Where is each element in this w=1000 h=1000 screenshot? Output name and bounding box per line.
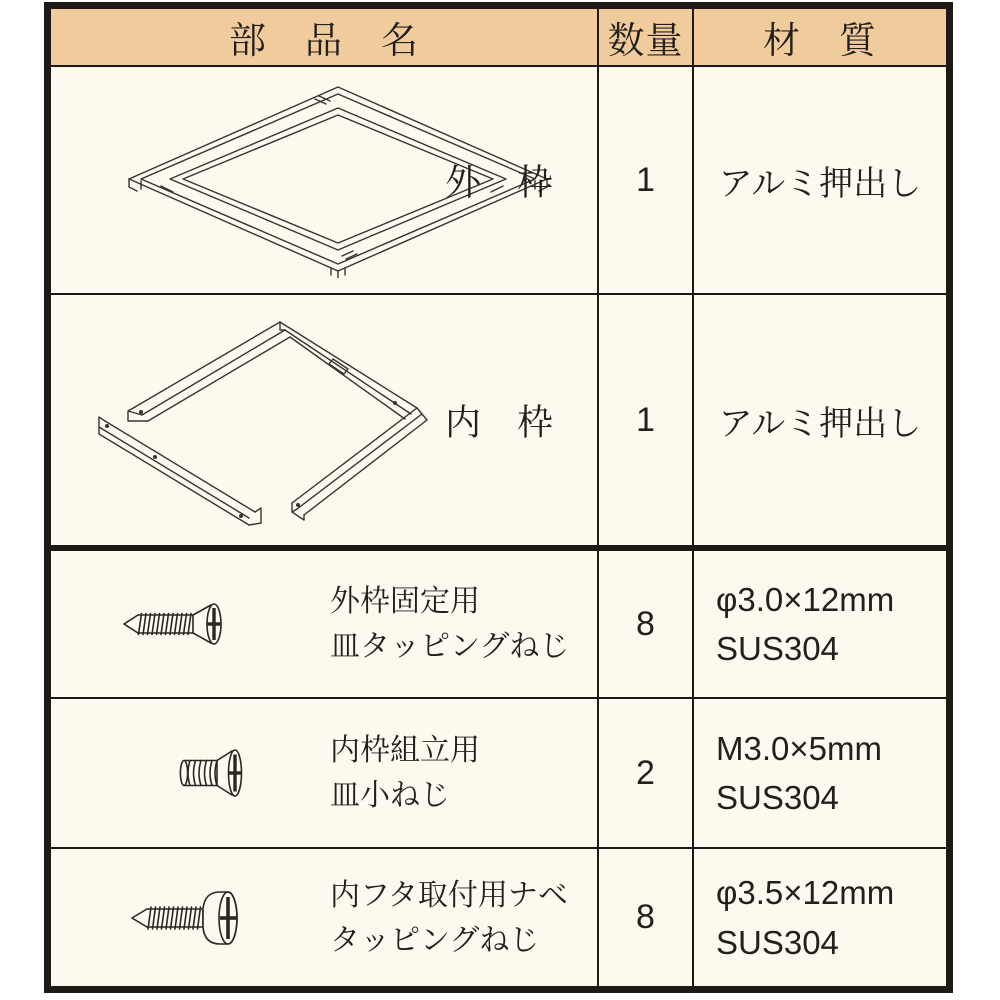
qty-outer-frame: 1 xyxy=(636,160,655,199)
part-name-line1: 内枠組立用 xyxy=(330,734,480,767)
header-cell-part-name xyxy=(51,9,597,65)
row-outer-frame-screw-material-cell xyxy=(692,545,946,697)
row-inner-frame-qty-cell xyxy=(597,293,692,545)
material-grade: SUS304 xyxy=(716,779,839,816)
row-outer-frame-name-cell xyxy=(51,65,597,293)
pan-head-tapping-screw-icon xyxy=(125,884,260,952)
qty-lid-screw: 8 xyxy=(636,898,655,936)
row-lid-screw-name-cell xyxy=(51,847,597,986)
row-outer-frame-screw-name-cell xyxy=(51,545,597,697)
material-grade: SUS304 xyxy=(716,923,839,961)
part-name-line2: 皿小ねじ xyxy=(330,779,450,812)
row-inner-frame-screw-material-cell xyxy=(692,697,946,847)
material-grade: SUS304 xyxy=(716,630,839,667)
countersunk-tapping-screw-icon xyxy=(118,592,248,656)
part-name-inner-frame-screw xyxy=(330,728,480,818)
countersunk-machine-screw-icon xyxy=(170,741,260,805)
material-spec: M3.0×5mm xyxy=(716,729,882,767)
row-lid-screw-material-cell xyxy=(692,847,946,986)
part-name-outer-frame: 外 枠 xyxy=(444,161,553,203)
row-outer-frame-material-cell xyxy=(692,65,946,293)
material-outer-frame: アルミ押出し xyxy=(718,164,922,203)
row-outer-frame-screw-qty-cell xyxy=(597,545,692,697)
part-name-lid-screw xyxy=(330,873,568,963)
part-name-outer-frame-screw xyxy=(330,579,569,669)
qty-inner-frame: 1 xyxy=(636,400,655,439)
header-label-quantity: 数量 xyxy=(607,20,684,61)
header-cell-material xyxy=(692,9,946,65)
qty-outer-frame-screw: 8 xyxy=(636,604,655,643)
inner-frame-illustration-icon xyxy=(95,311,435,529)
qty-inner-frame-screw: 2 xyxy=(636,753,655,792)
part-name-inner-frame: 内 枠 xyxy=(444,401,553,443)
header-cell-quantity xyxy=(597,9,692,65)
header-label-material: 材 質 xyxy=(763,20,877,61)
row-inner-frame-name-cell xyxy=(51,293,597,545)
material-spec: φ3.5×12mm xyxy=(716,874,895,911)
part-name-line1: 内フタ取付用ナベ xyxy=(330,878,568,912)
row-inner-frame-material-cell xyxy=(692,293,946,545)
row-outer-frame-qty-cell xyxy=(597,65,692,293)
header-label-part-name: 部 品 名 xyxy=(229,20,419,61)
row-inner-frame-screw-name-cell xyxy=(51,697,597,847)
row-inner-frame-screw-qty-cell xyxy=(597,697,692,847)
part-name-line2: タッピングねじ xyxy=(330,923,540,957)
material-spec: φ3.0×12mm xyxy=(716,580,895,618)
part-name-line2: 皿タッピングねじ xyxy=(330,630,570,663)
row-lid-screw-qty-cell xyxy=(597,847,692,986)
part-name-line1: 外枠固定用 xyxy=(330,585,480,618)
material-inner-frame: アルミ押出し xyxy=(718,404,922,443)
parts-table xyxy=(44,2,953,993)
